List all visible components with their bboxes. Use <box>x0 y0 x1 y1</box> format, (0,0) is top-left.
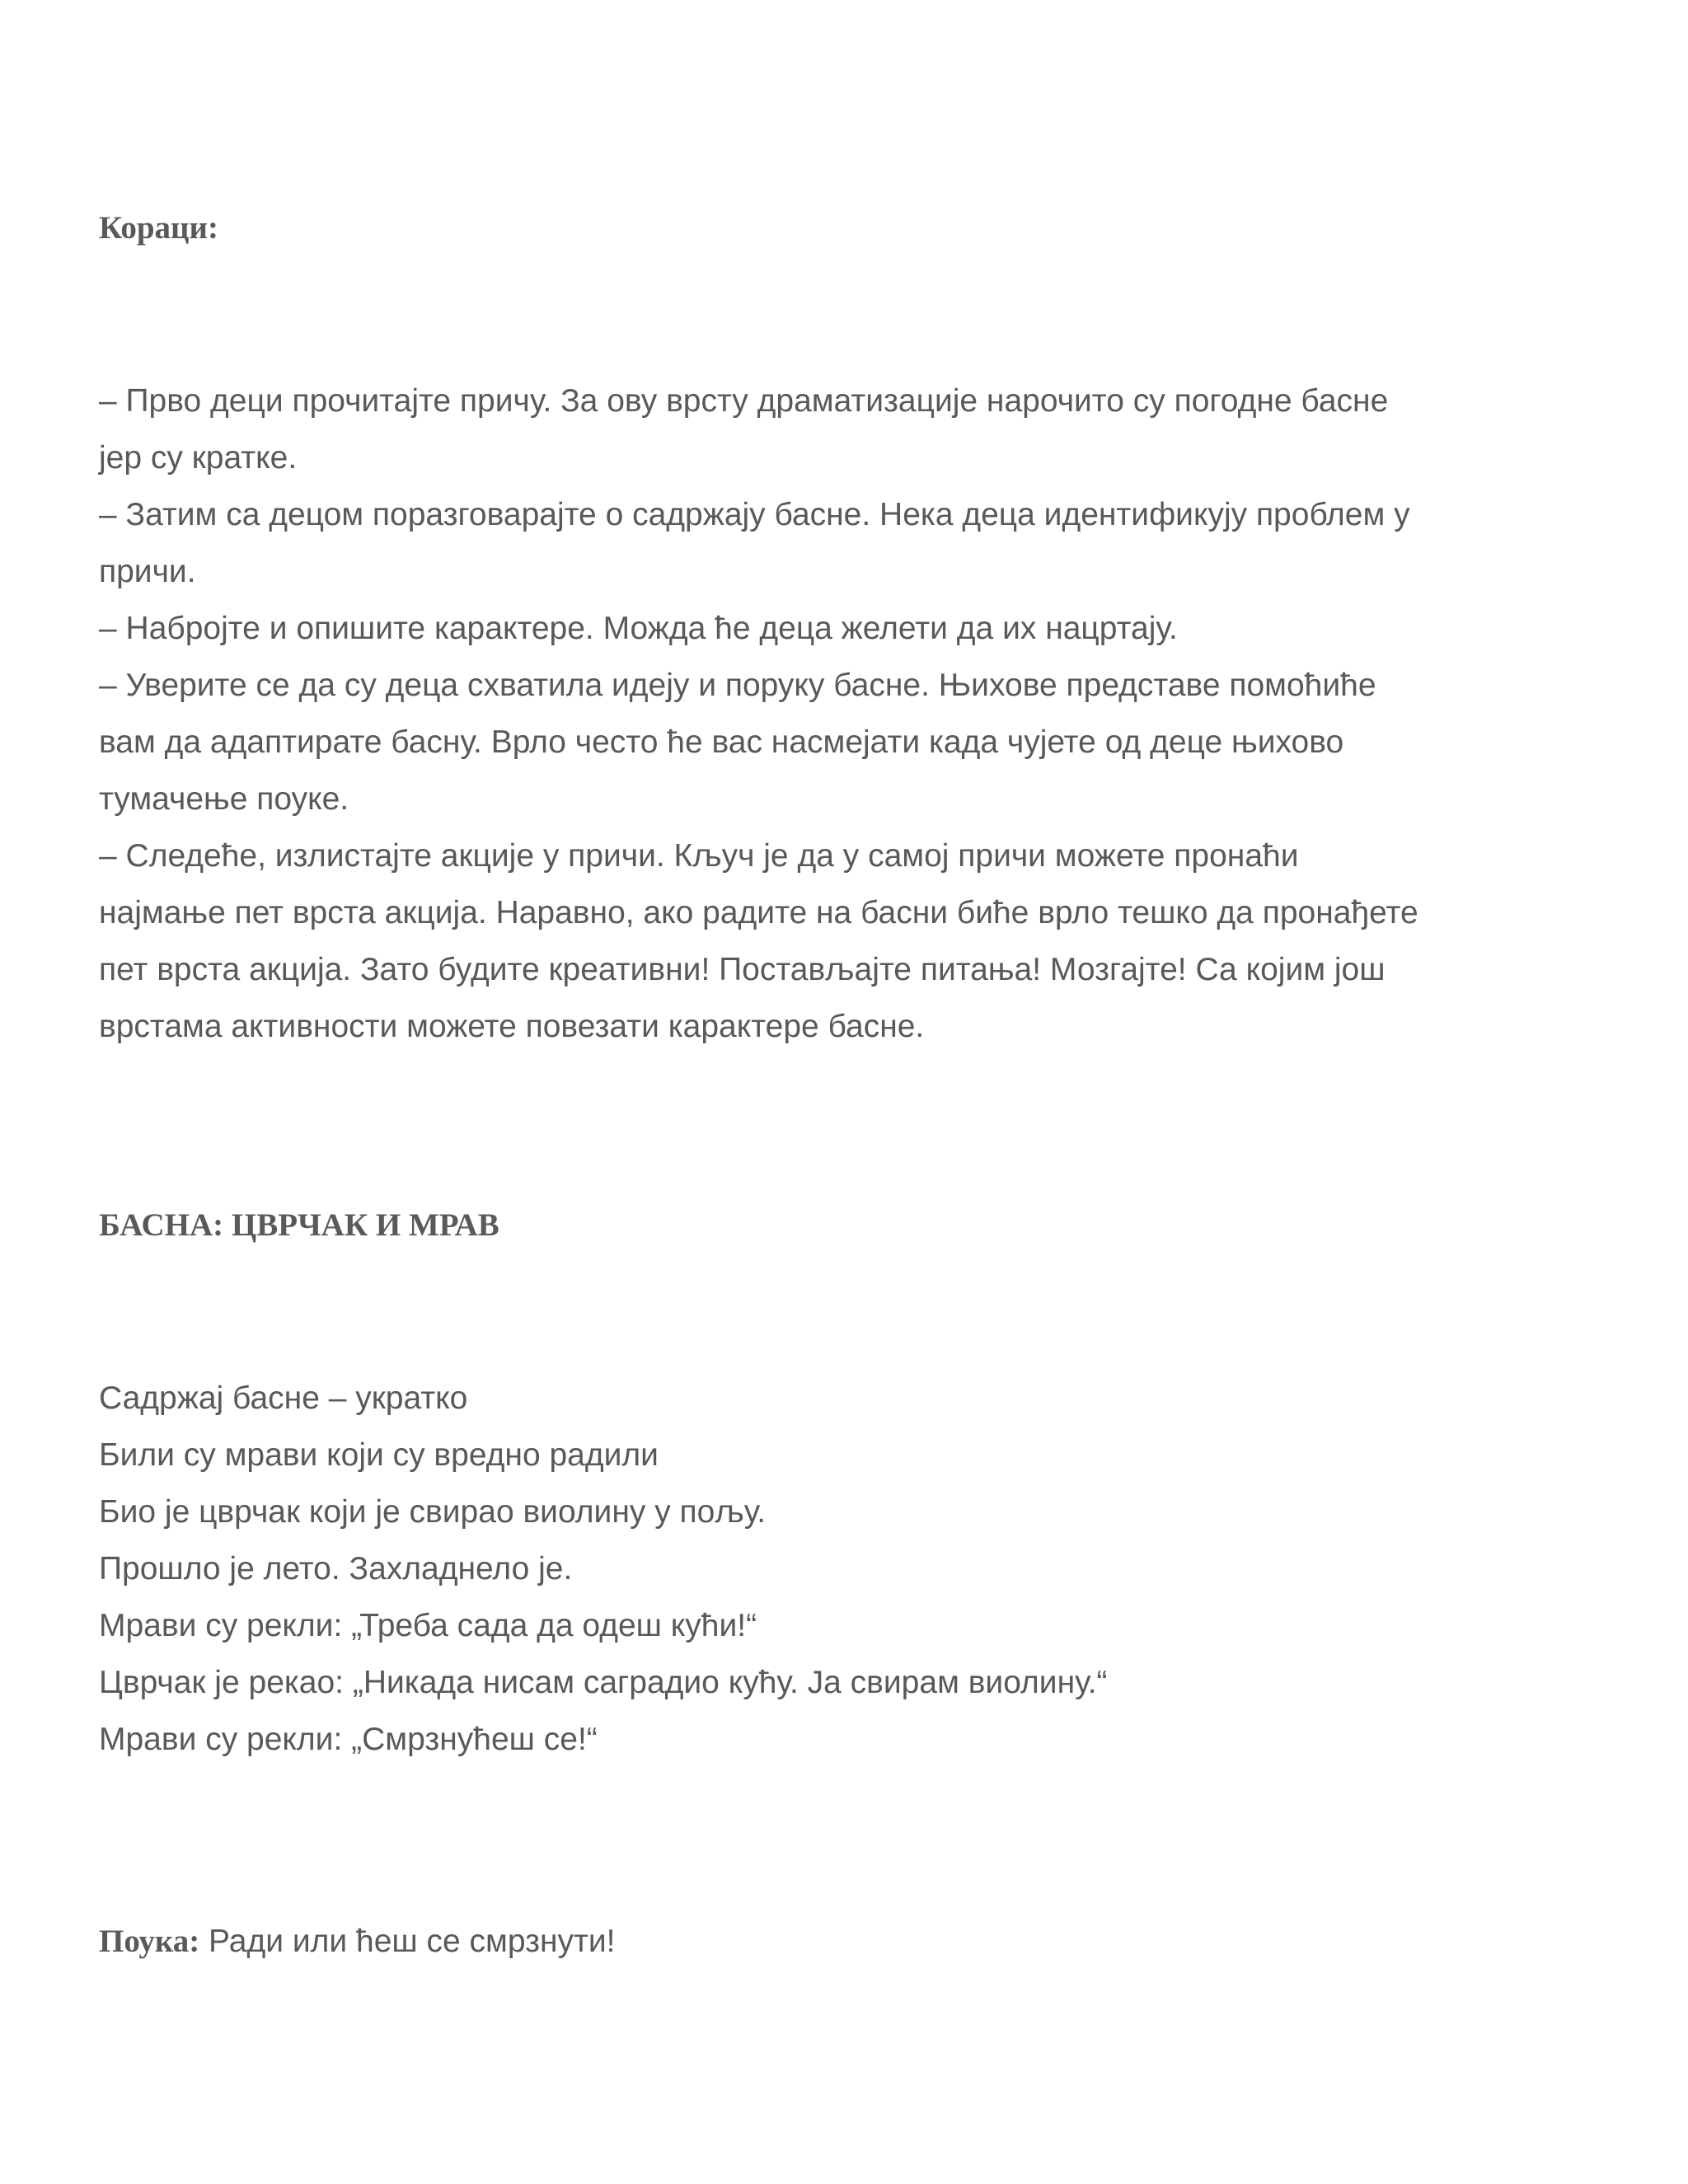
steps-line: јер су кратке. <box>99 440 298 476</box>
fable-line: Били су мрави који су вредно радили <box>99 1437 659 1473</box>
steps-line: – Следеће, излистајте акције у причи. Кључ је да у самој причи можете пронаћи <box>99 838 1299 874</box>
fable-summary <box>99 1370 1599 1768</box>
steps-line: вам да адаптирате басну. Врло често ће вас насмејати када чујете од деце њихово <box>99 724 1344 760</box>
steps-heading: Кораци: <box>99 210 218 246</box>
steps-paragraph <box>99 373 1599 1055</box>
steps-line: најмање пет врста акција. Наравно, ако радите на басни биће врло тешко да пронађете <box>99 895 1418 930</box>
moral-text: Ради или ћеш се смрзнути! <box>199 1924 616 1959</box>
moral-paragraph <box>99 1913 1599 1970</box>
steps-line: тумачење поуке. <box>99 781 349 817</box>
steps-line: пет врста акција. Зато будите креативни! Постављајте питања! Мозгајте! Са којим још <box>99 952 1386 987</box>
fable-line: Садржај басне – укратко <box>99 1380 468 1416</box>
steps-line: врстама активности можете повезати карактере басне. <box>99 1009 925 1044</box>
steps-line: – Уверите се да су деца схватила идеју и поруку басне. Њихове представе помоћиће <box>99 668 1376 703</box>
fable-line: Мрави су рекли: „Смрзнућеш се!“ <box>99 1722 598 1757</box>
fable-line: Цврчак је рекао: „Никада нисам саградио кућу. Ја свирам виолину.“ <box>99 1665 1108 1700</box>
steps-line: – Набројте и опишите карактере. Можда ће деца желети да их нацртају. <box>99 611 1178 646</box>
moral-line <box>99 1913 1599 1970</box>
steps-line: причи. <box>99 554 196 589</box>
steps-line: – Затим са децом поразговарајте о садржају басне. Нека деца идентификују проблем у <box>99 497 1410 532</box>
fable-heading: БАСНА: ЦВРЧАК И МРАВ <box>99 1207 499 1243</box>
fable-line: Прошло је лето. Захладнело је. <box>99 1551 573 1586</box>
fable-line: Мрави су рекли: „Треба сада да одеш кући!“ <box>99 1608 757 1643</box>
moral-label: Поука: <box>99 1924 200 1959</box>
fable-line: Био је цврчак који је свирао виолину у пољу. <box>99 1494 767 1530</box>
steps-line: – Прво деци прочитајте причу. За ову врсту драматизације нарочито су погодне басне <box>99 383 1389 419</box>
